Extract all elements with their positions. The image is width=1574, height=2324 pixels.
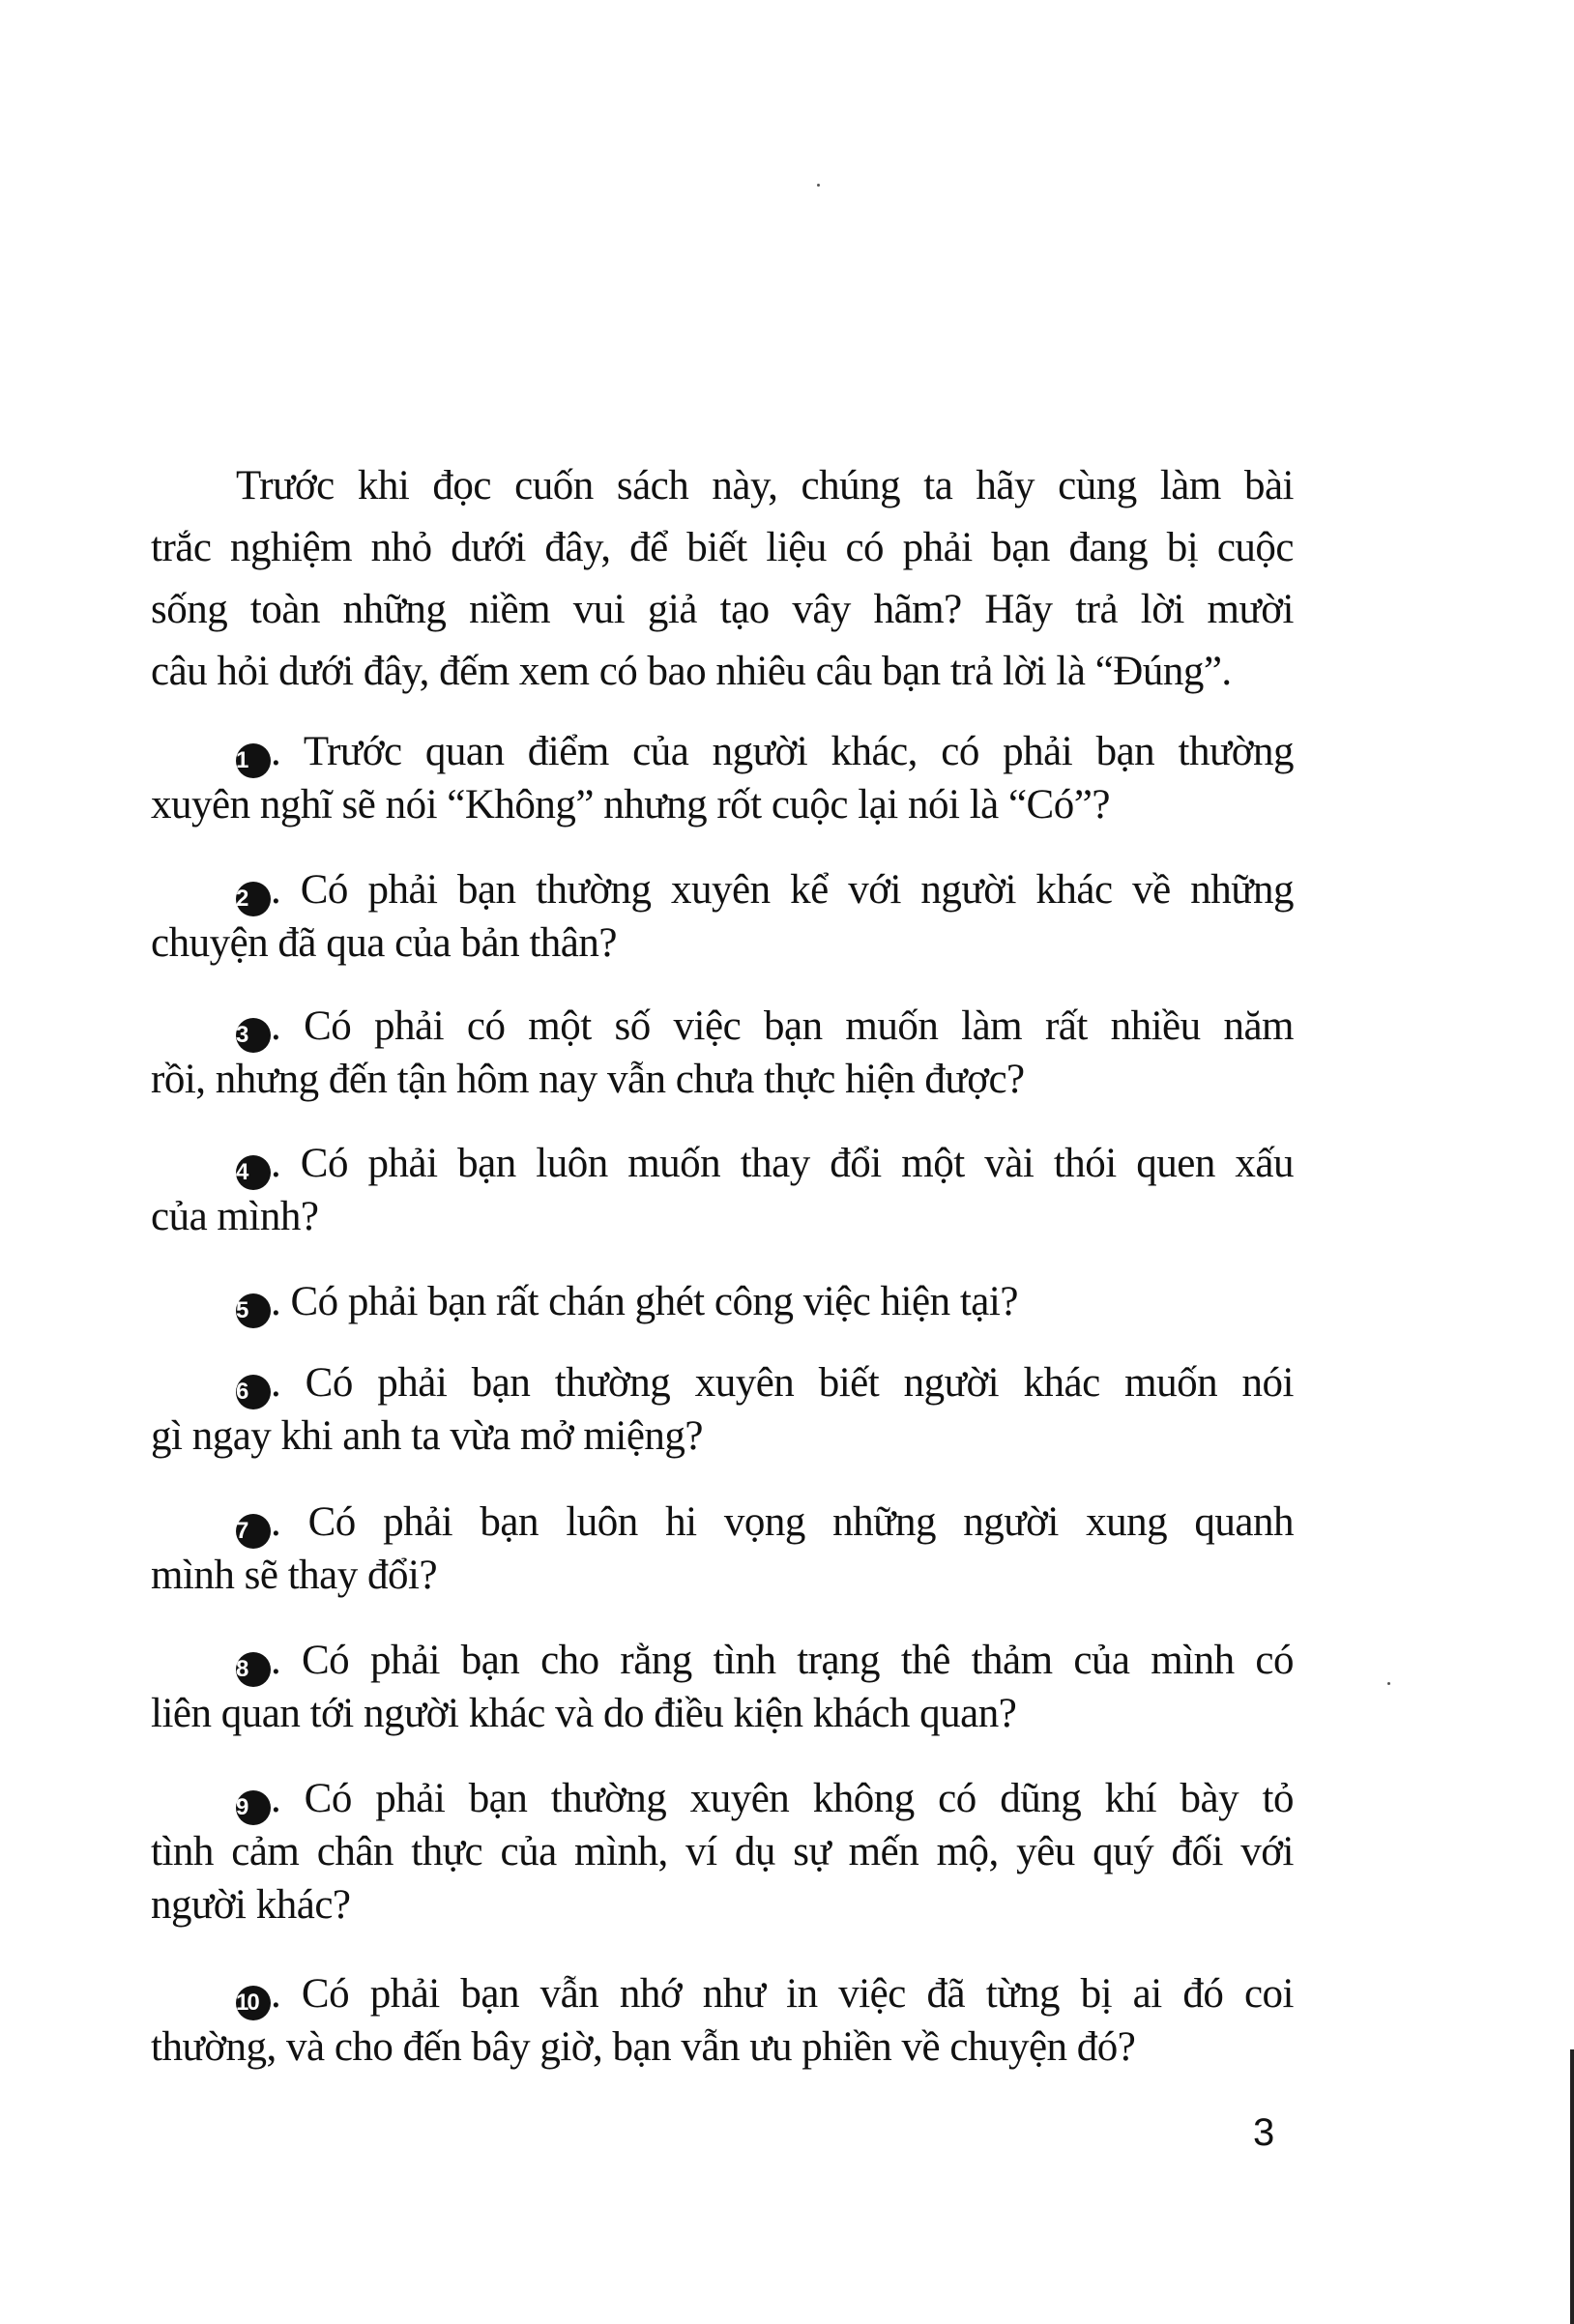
- question-line: [151, 725, 1294, 778]
- question-item: [151, 1275, 1294, 1328]
- question-number-badge: 1: [236, 743, 271, 778]
- question-line: tình cảm chân thực của mình, ví dụ sự mến mộ, yêu quý đối với: [151, 1829, 1294, 1874]
- question-line: [151, 1000, 1294, 1053]
- question-text: . Trước quan điểm của người khác, có phải bạn thường: [271, 729, 1294, 774]
- question-line: rồi, nhưng đến tận hôm nay vẫn chưa thực hiện được?: [151, 1057, 1025, 1102]
- question-item: [151, 1967, 1294, 2074]
- question-line: thường, và cho đến bây giờ, bạn vẫn ưu phiền về chuyện đó?: [151, 2024, 1136, 2070]
- question-line: của mình?: [151, 1194, 319, 1239]
- question-text: . Có phải bạn luôn muốn thay đổi một vài thói quen xấu: [271, 1141, 1294, 1186]
- question-number-badge: 9: [236, 1790, 271, 1825]
- scan-edge: [1570, 2049, 1574, 2324]
- question-text: . Có phải có một số việc bạn muốn làm rất nhiều năm: [271, 1003, 1294, 1049]
- question-number-badge: 7: [236, 1514, 271, 1549]
- intro-line: trắc nghiệm nhỏ dưới đây, để biết liệu có phải bạn đang bị cuộc: [151, 525, 1294, 570]
- question-item: [151, 863, 1294, 970]
- question-line: [151, 1496, 1294, 1549]
- scan-speck: [817, 184, 820, 187]
- intro-paragraph: [151, 455, 1294, 703]
- question-text: . Có phải bạn rất chán ghét công việc hiện tại?: [271, 1279, 1018, 1324]
- question-line: [151, 1772, 1294, 1825]
- question-text: . Có phải bạn thường xuyên kể với người khác về những: [271, 867, 1294, 913]
- question-line: gì ngay khi anh ta vừa mở miệng?: [151, 1413, 703, 1459]
- question-line: [151, 1275, 1294, 1328]
- question-item: [151, 725, 1294, 831]
- question-item: [151, 1356, 1294, 1463]
- intro-line: sống toàn những niềm vui giả tạo vây hãm? Hãy trả lời mười: [151, 587, 1294, 632]
- question-line: mình sẽ thay đổi?: [151, 1553, 438, 1598]
- question-line: [151, 1356, 1294, 1409]
- question-line: [151, 1137, 1294, 1190]
- question-number-badge: 10: [236, 1986, 271, 2020]
- scan-speck: [1387, 1682, 1390, 1685]
- question-text: . Có phải bạn thường xuyên biết người khác muốn nói: [271, 1360, 1294, 1406]
- question-text: . Có phải bạn thường xuyên không có dũng khí bày tỏ: [271, 1776, 1294, 1821]
- question-item: [151, 1496, 1294, 1602]
- question-number-badge: 6: [236, 1375, 271, 1409]
- question-text: . Có phải bạn vẫn nhớ như in việc đã từng bị ai đó coi: [271, 1971, 1294, 2017]
- question-line: [151, 863, 1294, 916]
- page-number: 3: [1253, 2111, 1275, 2154]
- question-line: người khác?: [151, 1882, 351, 1928]
- question-number-badge: 8: [236, 1652, 271, 1687]
- question-line: liên quan tới người khác và do điều kiện khách quan?: [151, 1691, 1017, 1736]
- question-item: [151, 1000, 1294, 1106]
- question-line: [151, 1634, 1294, 1687]
- question-number-badge: 3: [236, 1018, 271, 1053]
- question-number-badge: 4: [236, 1155, 271, 1190]
- question-text: . Có phải bạn cho rằng tình trạng thê thảm của mình có: [271, 1638, 1294, 1683]
- question-line: chuyện đã qua của bản thân?: [151, 920, 617, 966]
- question-item: [151, 1772, 1294, 1932]
- question-item: [151, 1137, 1294, 1243]
- question-line: xuyên nghĩ sẽ nói “Không” nhưng rốt cuộc lại nói là “Có”?: [151, 782, 1110, 828]
- question-text: . Có phải bạn luôn hi vọng những người xung quanh: [271, 1499, 1294, 1545]
- intro-line: Trước khi đọc cuốn sách này, chúng ta hãy cùng làm bài: [236, 463, 1294, 508]
- intro-line: câu hỏi dưới đây, đếm xem có bao nhiêu câu bạn trả lời là “Đúng”.: [151, 649, 1232, 694]
- question-number-badge: 5: [236, 1293, 271, 1328]
- question-number-badge: 2: [236, 882, 271, 916]
- question-line: [151, 1967, 1294, 2020]
- question-item: [151, 1634, 1294, 1740]
